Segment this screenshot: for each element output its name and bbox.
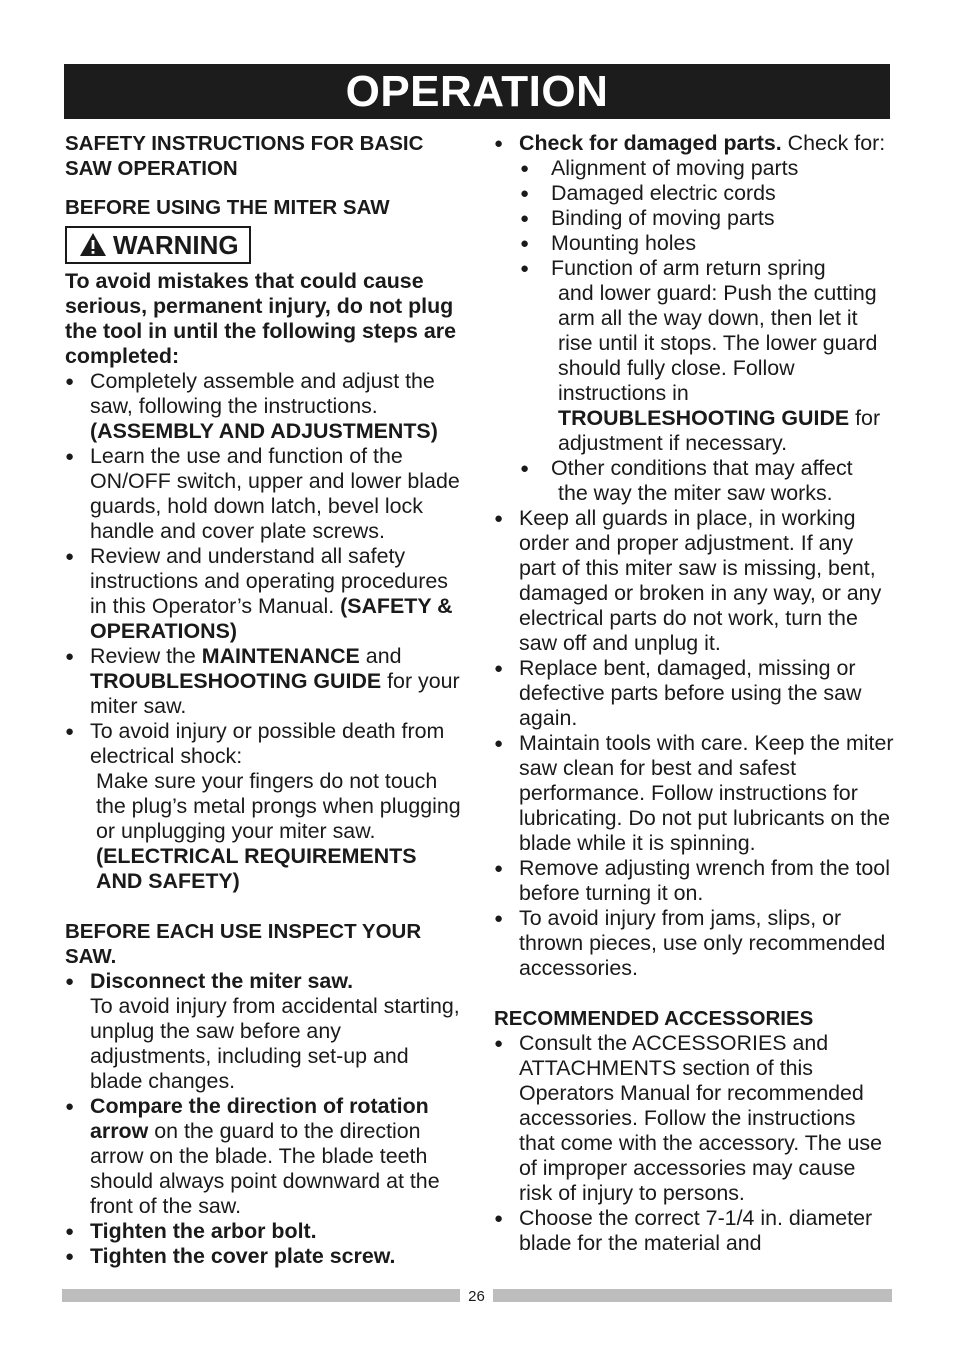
heading-line-1: SAFETY INSTRUCTIONS FOR BASIC [65,132,424,155]
list-item [65,1094,465,1219]
right-column [494,131,894,1256]
sub-text: the way the miter saw works. [558,481,833,505]
warning-triangle-icon [79,231,107,265]
list-item: ● Keep all guards in place, in working order and proper adjustment. If any part of this miter saw is missing, bent, damaged or broken in any way, or any electrical parts do not work, turn the saw off and unplug it. [494,506,894,656]
sub-reference: TROUBLESHOOTING GUIDE [558,406,850,430]
sub-text: and lower guard: Push the cutting arm all the way down, then let it rise until it stops. The lower guard should fully close. Follow instructions in [558,281,878,405]
sub-list-item: ● Mounting holes [494,231,894,256]
section-heading-inspect: BEFORE EACH USE INSPECT YOUR SAW. [65,920,422,968]
list-item [65,719,465,894]
list-item: ● Tighten the cover plate screw. [65,1244,465,1269]
bullet-text: Check for: [787,131,886,155]
sub-list-item [494,256,894,456]
sub-text: Function of arm return spring [551,256,826,280]
sub-text: Other conditions that may affect [551,456,853,480]
bullet-reference: (ELECTRICAL REQUIREMENTS AND SAFETY) [96,844,417,893]
warning-label: WARNING [113,230,239,260]
list-item [494,131,894,156]
bullet-text: and [365,644,402,668]
bullet-text: To avoid injury or possible death from electrical shock: [90,719,445,768]
bullet-reference: MAINTENANCE [201,644,360,668]
bullet-lead: Compare the direction of rotation arrow [90,1094,429,1143]
list-item: ● Remove adjusting wrench from the tool before turning it on. [494,856,894,906]
warning-label-box [65,226,251,264]
sub-list-item: ● Alignment of moving parts [494,156,894,181]
page-title: OPERATION [345,67,609,116]
page-number: 26 [468,1288,485,1305]
footer-rule-left [62,1289,460,1302]
sub-list-item: ● Damaged electric cords [494,181,894,206]
section-heading-safety [65,131,465,181]
bullet-text: for your miter saw. [90,669,460,718]
list-item: ● Replace bent, damaged, missing or defective parts before using the saw again. [494,656,894,731]
footer-rule-right [493,1289,892,1302]
bullet-text: Make sure your fingers do not touch the plug’s metal prongs when plugging or unplugging your miter saw. [96,769,461,843]
warning-intro: To avoid mistakes that could cause serious, permanent injury, do not plug the tool in until the following steps are completed: [65,269,456,368]
bullet-text: To avoid injury from accidental starting, unplug the saw before any adjustments, including set-up and blade changes. [90,994,460,1093]
list-item [65,369,465,444]
section-heading-accessories: RECOMMENDED ACCESSORIES [494,1007,814,1030]
bullet-reference: (ASSEMBLY AND ADJUSTMENTS) [90,419,438,443]
list-item: ● Tighten the arbor bolt. [65,1219,465,1244]
bullet-lead: Check for damaged parts. [519,131,782,155]
list-item: ● Learn the use and function of the ON/OFF switch, upper and lower blade guards, hold down latch, bevel lock handle and cover plate screws. [65,444,465,544]
list-item: ● Maintain tools with care. Keep the miter saw clean for best and safest performance. Follow instructions for lubricating. Do not put lubricants on the blade while it is spinning. [494,731,894,856]
sub-list-item: ● Binding of moving parts [494,206,894,231]
bullet-text: Review the [90,644,196,668]
bullet-reference: (SAFETY & OPERATIONS) [90,594,453,643]
bullet-text: on the guard to the direction arrow on the blade. The blade teeth should always point downward at the front of the saw. [90,1119,440,1218]
bullet-lead: Disconnect the miter saw. [90,969,354,993]
sub-list-item [494,456,894,506]
list-item: ● To avoid injury from jams, slips, or thrown pieces, use only recommended accessories. [494,906,894,981]
page-title-banner [64,64,890,119]
list-item [65,544,465,644]
sub-text: for adjustment if necessary. [558,406,881,455]
list-item: ● Consult the ACCESSORIES and ATTACHMENTS section of this Operators Manual for recommended accessories. Follow the instructions that come with the accessory. The use of improper accessories may cause risk of injury to persons. [494,1031,894,1206]
heading-line-2: SAW OPERATION [65,157,238,180]
left-column [65,131,465,1269]
list-item: ● Choose the correct 7-1/4 in. diameter blade for the material and [494,1206,894,1256]
list-item [65,969,465,1094]
section-heading-before-using: BEFORE USING THE MITER SAW [65,196,390,219]
bullet-text: Completely assemble and adjust the saw, following the instructions. [90,369,435,418]
list-item [65,644,465,719]
bullet-reference: TROUBLESHOOTING GUIDE [90,669,382,693]
bullet-text: Review and understand all safety instructions and operating procedures in this Operator’s Manual. [90,544,448,618]
